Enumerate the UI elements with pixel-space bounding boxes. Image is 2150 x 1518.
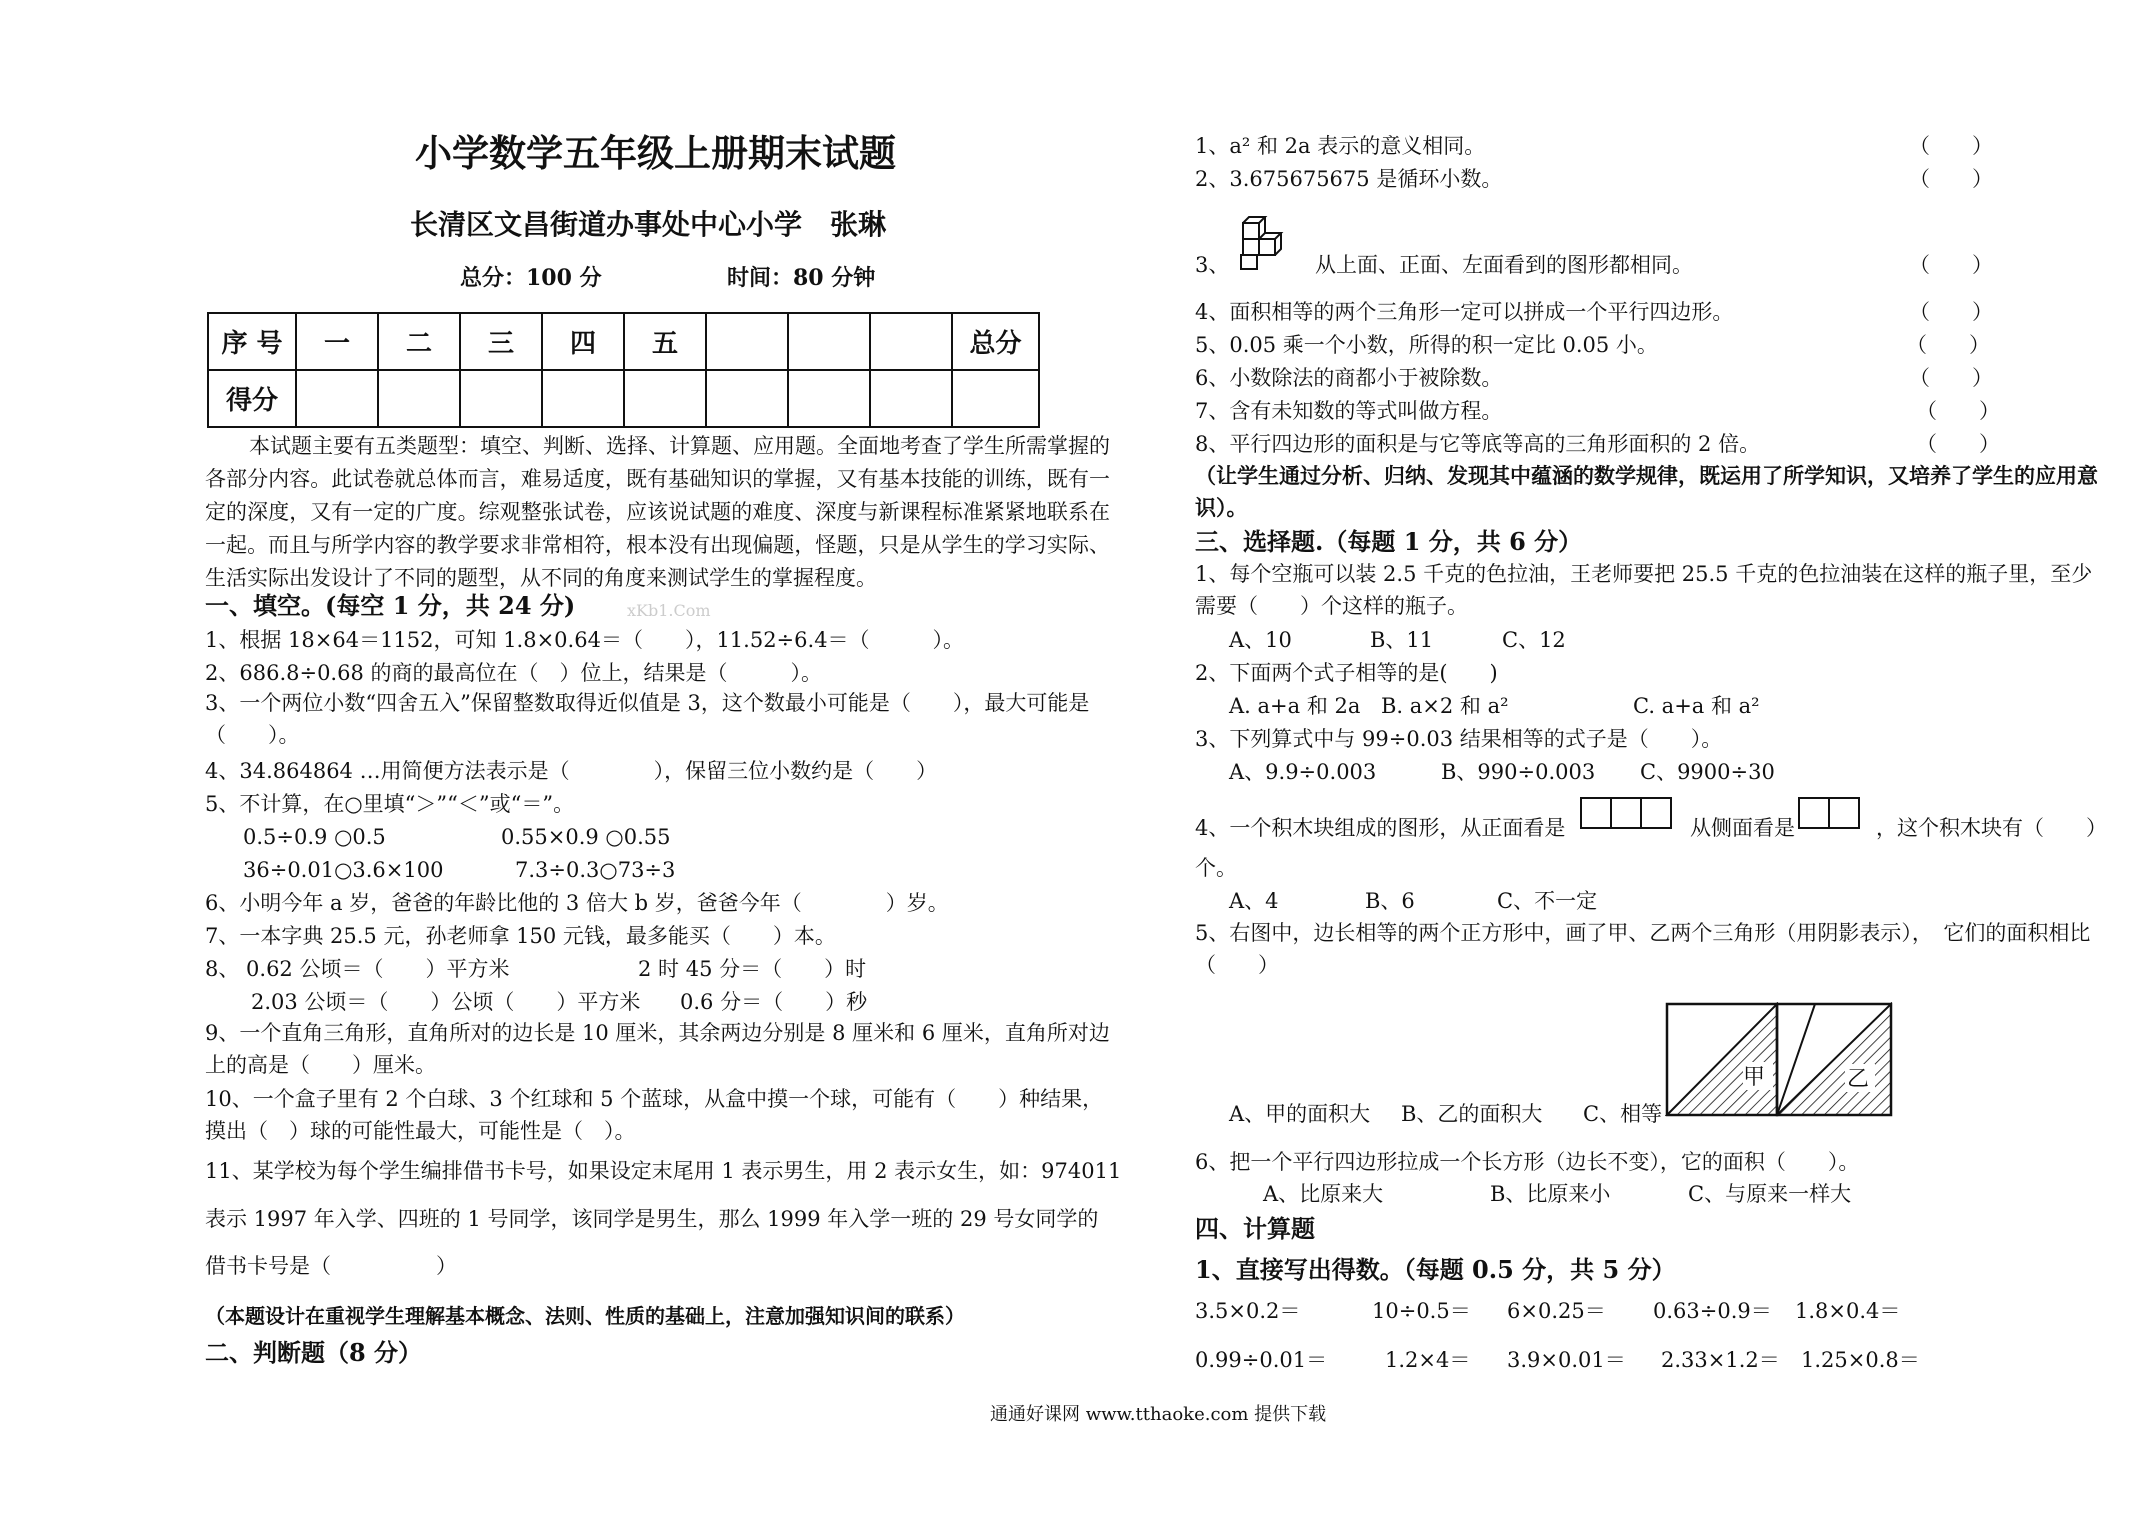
section1-heading: 一、填空。(每空 1 分，共 24 分) [205,591,576,620]
score-blank[interactable] [460,370,542,427]
score-cell: 总分 [952,313,1039,370]
score-blank[interactable] [296,370,378,427]
score-cell [870,313,952,370]
choice-q6: 6、把一个平行四边形拉成一个长方形（边长不变），它的面积（ ）。 [1195,1150,1860,1174]
choice-q3-option-a[interactable]: A、9.9÷0.003 [1229,760,1377,784]
section3-heading: 三、选择题.（每题 1 分，共 6 分） [1195,527,1583,556]
time-limit: 时间：80 分钟 [727,265,876,291]
score-cell [706,313,788,370]
choice-q2-option-c[interactable]: C. a+a 和 a² [1633,694,1760,718]
judge-answer-blank[interactable]: （ ） [1909,300,1993,324]
judge-item [1195,299,2100,325]
cube-stack-icon [1237,213,1297,271]
judge-item [1195,133,2100,159]
intro-paragraph: 本试题主要有五类题型：填空、判断、选择、计算题、应用题。全面地考查了学生所需掌握的各部分内容。此试卷就总体而言，难易适度，既有基础知识的掌握，又有基本技能的训练，既有一定的深度，又有一定的广度。综观整张试卷，应该说试题的难度、深度与新课程标准紧紧地联系在一起。而且与所学内容的教学要求非常相符，根本没有出现偏题，怪题，只是从学生的学习实际、生活实际出发设计了不同的题型，从不同的角度来测试学生的掌握程度。 [205,434,1110,590]
fill-q11-line1: 11、某学校为每个学生编排借书卡号，如果设定末尾用 1 表示男生，用 2 表示女生，如：974011 [205,1159,1122,1183]
fill-q5d: 7.3÷0.3○73÷3 [515,858,676,882]
fill-q5a: 0.5÷0.9 ○0.5 [243,825,386,849]
choice-q1-option-c[interactable]: C、12 [1502,628,1566,652]
calc-item: 3.9×0.01＝ [1507,1348,1626,1372]
judge-text: 6、小数除法的商都小于被除数。 [1195,366,1503,390]
choice-q5-option-a[interactable]: A、甲的面积大 [1229,1102,1371,1126]
section4-heading: 四、计算题 [1195,1214,1315,1243]
score-blank[interactable] [624,370,706,427]
calc-item: 3.5×0.2＝ [1195,1299,1301,1323]
judge-answer-blank[interactable]: （ ） [1909,134,1993,158]
choice-q4-option-b[interactable]: B、6 [1365,889,1415,913]
fill-q8d: 0.6 分＝（ ）秒 [680,990,868,1014]
score-cell: 三 [460,313,542,370]
footer-credit: 通通好课网 www.tthaoke.com 提供下载 [990,1404,1327,1425]
calc-item: 2.33×1.2＝ [1661,1348,1780,1372]
judge-item [1315,252,2100,278]
total-score: 总分：100 分 [460,265,602,291]
judge-answer-blank[interactable]: （ ） [1909,366,1993,390]
judge-text: 4、面积相等的两个三角形一定可以拼成一个平行四边形。 [1195,300,1734,324]
section1-note: （本题设计在重视学生理解基本概念、法则、性质的基础上，注意加强知识间的联系） [205,1304,965,1328]
judge-answer-blank[interactable]: （ ） [1906,333,1990,357]
judge-item [1195,431,2100,457]
judge-answer-blank[interactable]: （ ） [1916,432,2000,456]
choice-q6-option-b[interactable]: B、比原来小 [1490,1182,1611,1206]
fill-q10: 10、一个盒子里有 2 个白球、3 个红球和 5 个蓝球，从盒中摸一个球，可能有（ ）种结果，摸出（ ）球的可能性最大，可能性是（ ）。 [205,1087,1104,1143]
choice-q1: 1、每个空瓶可以装 2.5 千克的色拉油，王老师要把 25.5 千克的色拉油装在这样的瓶子里，至少需要（ ）个这样的瓶子。 [1195,562,2093,618]
judge-item [1195,166,2100,192]
judge-text: 5、0.05 乘一个小数，所得的积一定比 0.05 小。 [1195,333,1658,357]
choice-q4-part1: 4、一个积木块组成的图形，从正面看是 [1195,816,1566,840]
choice-q5-option-b[interactable]: B、乙的面积大 [1401,1102,1543,1126]
side-view-icon [1798,797,1862,829]
page-title: 小学数学五年级上册期末试题 [415,131,896,175]
calc-item: 10÷0.5＝ [1372,1299,1471,1323]
judge-text: 7、含有未知数的等式叫做方程。 [1195,399,1503,423]
score-cell: 四 [542,313,624,370]
score-cell: 序 号 [208,313,296,370]
judge-answer-blank[interactable]: （ ） [1909,167,1993,191]
score-blank[interactable] [378,370,460,427]
score-table-header-row [208,313,1039,370]
fill-q3: 3、一个两位小数“四舍五入”保留整数取得近似值是 3，这个数最小可能是（ ），最大可能是（ ）。 [205,691,1090,747]
fill-q5b: 0.55×0.9 ○0.55 [501,825,671,849]
triangles-figure [1665,1002,1895,1118]
fill-q6: 6、小明今年 a 岁，爸爸的年龄比他的 3 倍大 b 岁，爸爸今年（ ）岁。 [205,891,949,915]
fill-q11-line3: 借书卡号是（ ） [205,1254,457,1278]
score-blank[interactable] [706,370,788,427]
front-view-icon [1580,797,1674,829]
choice-q3-option-b[interactable]: B、990÷0.003 [1441,760,1596,784]
calc-item: 1.2×4＝ [1385,1348,1471,1372]
judge-answer-blank[interactable]: （ ） [1916,399,2000,423]
score-cell: 五 [624,313,706,370]
choice-q2-option-b[interactable]: B. a×2 和 a² [1381,694,1509,718]
calc-item: 0.99÷0.01＝ [1195,1348,1328,1372]
triangle-jia [1667,1004,1777,1115]
calc-item: 6×0.25＝ [1507,1299,1606,1323]
choice-q4-option-a[interactable]: A、4 [1229,889,1279,913]
choice-q1-option-b[interactable]: B、11 [1370,628,1434,652]
fill-q1: 1、根据 18×64＝1152，可知 1.8×0.64＝（ ），11.52÷6.4＝（ ）。 [205,628,965,652]
fill-q4: 4、34.864864 …用简便方法表示是（ ），保留三位小数约是（ ） [205,759,938,783]
judge-item [1195,365,2100,391]
score-blank[interactable] [870,370,952,427]
judge-item [1195,398,2100,424]
judge-q3-number: 3、 [1195,253,1230,277]
triangle-label-jia: 甲 [1743,1065,1766,1090]
fill-q2: 2、686.8÷0.68 的商的最高位在（ ）位上，结果是（ ）。 [205,661,823,685]
choice-q4-part2: 从侧面看是 [1690,816,1795,840]
fill-q5c: 36÷0.01○3.6×100 [243,858,444,882]
choice-q6-option-a[interactable]: A、比原来大 [1263,1182,1384,1206]
watermark: xKb1.Com [627,601,711,620]
fill-q5: 5、不计算，在○里填“＞”“＜”或“＝”。 [205,792,575,816]
judge-text: 8、平行四边形的面积是与它等底等高的三角形面积的 2 倍。 [1195,432,1761,456]
judge-item [1195,332,2100,358]
fill-q7: 7、一本字典 25.5 元，孙老师拿 150 元钱，最多能买（ ）本。 [205,924,836,948]
choice-q3-option-c[interactable]: C、9900÷30 [1640,760,1775,784]
judge-text: 2、3.675675675 是循环小数。 [1195,167,1503,191]
score-blank[interactable] [542,370,624,427]
score-cell: 得分 [208,370,296,427]
score-blank[interactable] [952,370,1039,427]
section4-subheading: 1、直接写出得数。（每题 0.5 分，共 5 分） [1195,1255,1676,1284]
fill-q8c: 2.03 公顷＝（ ）公顷（ ）平方米 [251,990,641,1014]
triangle-yi [1777,1004,1891,1115]
choice-q2-option-a[interactable]: A. a+a 和 2a [1229,694,1361,718]
fill-q11-line2: 表示 1997 年入学、四班的 1 号同学，该同学是男生，那么 1999 年入学一班的 29 号女同学的 [205,1207,1099,1231]
fill-q8a: 8、 0.62 公顷＝（ ）平方米 [205,957,510,981]
calc-item: 0.63÷0.9＝ [1653,1299,1772,1323]
calc-item: 1.8×0.4＝ [1795,1299,1901,1323]
page-subtitle: 长清区文昌街道办事处中心小学 张琳 [410,208,887,241]
choice-q3: 3、下列算式中与 99÷0.03 结果相等的式子是（ ）。 [1195,727,1723,751]
choice-q4-part4: 个。 [1195,856,1237,880]
score-table [207,312,1040,428]
fill-q8b: 2 时 45 分＝（ ）时 [638,957,867,981]
score-blank[interactable] [788,370,870,427]
calc-item: 1.25×0.8＝ [1801,1348,1920,1372]
choice-q4-option-c[interactable]: C、不一定 [1497,889,1598,913]
choice-q1-option-a[interactable]: A、10 [1229,628,1292,652]
score-cell: 二 [378,313,460,370]
score-cell [788,313,870,370]
score-cell: 一 [296,313,378,370]
fill-q9: 9、一个直角三角形，直角所对的边长是 10 厘米，其余两边分别是 8 厘米和 6 厘米，直角所对边上的高是（ ）厘米。 [205,1021,1110,1077]
judge-answer-blank[interactable]: （ ） [1909,253,1993,277]
choice-q5: 5、右图中，边长相等的两个正方形中，画了甲、乙两个三角形（用阴影表示）， 它们的面积相比（ ） [1195,921,2091,977]
choice-q4-part3: ，这个积木块有（ ） [1876,816,2107,840]
section2-heading: 二、判断题（8 分） [205,1338,423,1367]
judge-text: 1、a² 和 2a 表示的意义相同。 [1195,134,1486,158]
choice-q6-option-c[interactable]: C、与原来一样大 [1688,1182,1852,1206]
choice-q2: 2、下面两个式子相等的是( ) [1195,661,1498,685]
triangle-label-yi: 乙 [1847,1067,1870,1092]
section2-note: （让学生通过分析、归纳、发现其中蕴涵的数学规律，既运用了所学知识，又培养了学生的应用意识）。 [1195,463,2098,520]
choice-q5-option-c[interactable]: C、相等 [1583,1102,1663,1126]
judge-text: 从上面、正面、左面看到的图形都相同。 [1315,253,1693,277]
score-table-score-row [208,370,1039,427]
